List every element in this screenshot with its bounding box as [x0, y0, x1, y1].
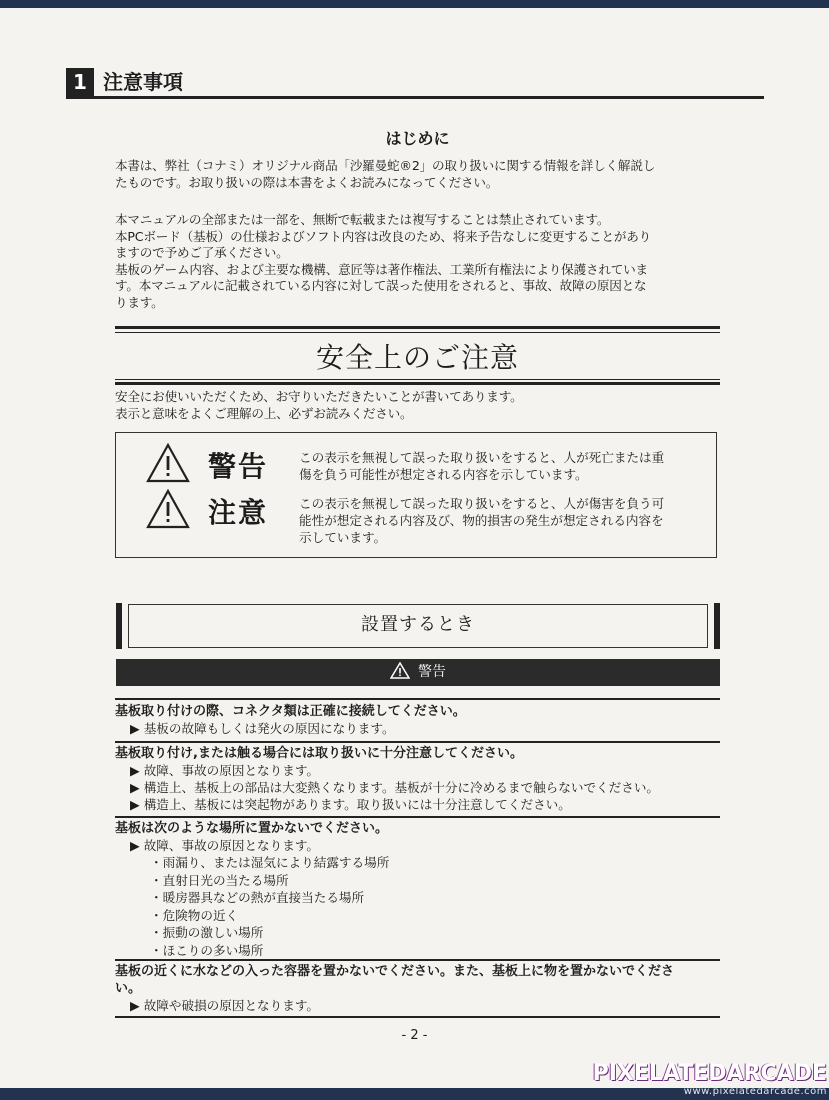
install-item-4-title [115, 963, 725, 997]
page-number: - 2 - [401, 1028, 428, 1043]
item-divider [115, 741, 720, 743]
text-line: 本書は、弊社（コナミ）オリジナル商品「沙羅曼蛇®2」の取り扱いに関する情報を詳しく解説し [115, 158, 656, 173]
caution-word: 注意 [208, 496, 269, 529]
install-item-3-places [150, 854, 389, 959]
text-line: 基板の近くに水などの入った容器を置かないでください。また、基板上に物を置かないでくださ [115, 964, 675, 979]
item-divider [115, 698, 720, 700]
install-item-3-note: ▶ 故障、事故の原因となります。 [130, 838, 319, 853]
safety-rule-top-thin [115, 332, 720, 333]
text-line: 基板のゲーム内容、および主要な機構、意匠等は著作権法、工業所有権法により保護されていま [115, 261, 648, 277]
text-line: ますので予めご了承ください。 [115, 245, 289, 260]
list-item: ・暖房器具などの熱が直接当たる場所 [150, 890, 365, 905]
text-line: 本PCボード（基板）の仕様およびソフト内容は改良のため、将来予告なしに変更することがあり [115, 228, 652, 244]
text-line: 安全にお使いいただくため、お守りいただきたいことが書いてあります。 [115, 389, 523, 404]
watermark-url: www.pixelatedarcade.com [683, 1086, 827, 1097]
install-warning-label: 警告 [418, 664, 446, 680]
warning-legend-box [115, 432, 717, 558]
warning-word: 警告 [208, 450, 269, 483]
list-item: ▶ 故障、事故の原因となります。 [130, 763, 319, 778]
text-line: ります。 [115, 294, 164, 310]
warning-triangle-icon [146, 443, 190, 483]
text-line: この表示を無視して誤った取り扱いをすると、人が死亡または重 [299, 450, 665, 465]
list-item: ▶ 構造上、基板上の部品は大変熱くなります。基板が十分に冷めるまで触らないでください。 [130, 780, 660, 795]
section-rule [66, 96, 764, 99]
item-divider [115, 816, 720, 818]
install-item-2-notes [130, 762, 725, 813]
text-line: 表示と意味をよくご理解の上、必ずお読みください。 [115, 405, 413, 421]
text-line: 示しています。 [299, 530, 387, 545]
text-line: この表示を無視して誤った取り扱いをすると、人が傷害を負う可 [299, 496, 665, 511]
safety-title: 安全上のご注意 [315, 341, 519, 374]
install-item-1-note: ▶ 基板の故障もしくは発火の原因になります。 [130, 721, 395, 736]
intro-paragraph-1 [115, 158, 725, 191]
watermark-title: PIXELATEDARCADE [592, 1061, 827, 1086]
intro-title: はじめに [385, 129, 450, 148]
warning-description [299, 449, 719, 483]
list-item: ・ほこりの多い場所 [150, 942, 264, 958]
text-line: い。 [115, 981, 142, 996]
install-title: 設置するとき [128, 604, 708, 648]
safety-rule-top [115, 326, 720, 329]
item-divider [115, 959, 720, 961]
warning-triangle-icon [390, 662, 410, 679]
list-item: ・雨漏り、または湿気により結露する場所 [150, 855, 390, 870]
watermark [593, 1062, 827, 1098]
list-item: ・危険物の近く [150, 907, 239, 923]
safety-rule-bottom [115, 382, 720, 385]
list-item: ▶ 構造上、基板には突起物があります。取り扱いには十分注意してください。 [130, 797, 571, 812]
safety-lead [115, 389, 725, 422]
text-line: 傷を負う可能性が想定される内容を示しています。 [299, 467, 588, 482]
install-item-3-title: 基板は次のような場所に置かないでください。 [115, 821, 389, 836]
list-item: ・直射日光の当たる場所 [150, 872, 289, 888]
section-title: 注意事項 [103, 70, 183, 94]
install-warning-bar [116, 659, 720, 686]
safety-rule-bottom-thin [115, 379, 720, 380]
item-divider [115, 1016, 720, 1018]
section-number: 1 [66, 68, 94, 96]
intro-paragraph-2 [115, 212, 725, 311]
list-item: ・振動の激しい場所 [150, 925, 264, 940]
install-header-bar-right [714, 603, 720, 649]
text-line: す。本マニュアルに記載されている内容に対して誤った使用をされると、事故、故障の原因とな [115, 278, 647, 293]
text-line: たものです。お取り扱いの際は本書をよくお読みになってください。 [115, 174, 499, 190]
text-line: 本マニュアルの全部または一部を、無断で転載または複写することは禁止されています。 [115, 212, 610, 227]
install-header-bar-left [116, 603, 122, 649]
caution-description [299, 495, 719, 546]
install-item-1-title: 基板取り付けの際、コネクタ類は正確に接続してください。 [115, 704, 466, 719]
caution-triangle-icon [146, 489, 190, 529]
text-line: 能性が想定される内容及び、物的損害の発生が想定される内容を [299, 513, 664, 528]
install-item-4-note: ▶ 故障や破損の原因となります。 [130, 998, 319, 1013]
install-header-box [116, 603, 720, 649]
install-item-2-title: 基板取り付け,または触る場合には取り扱いに十分注意してください。 [115, 746, 523, 761]
manual-page [0, 8, 829, 1088]
